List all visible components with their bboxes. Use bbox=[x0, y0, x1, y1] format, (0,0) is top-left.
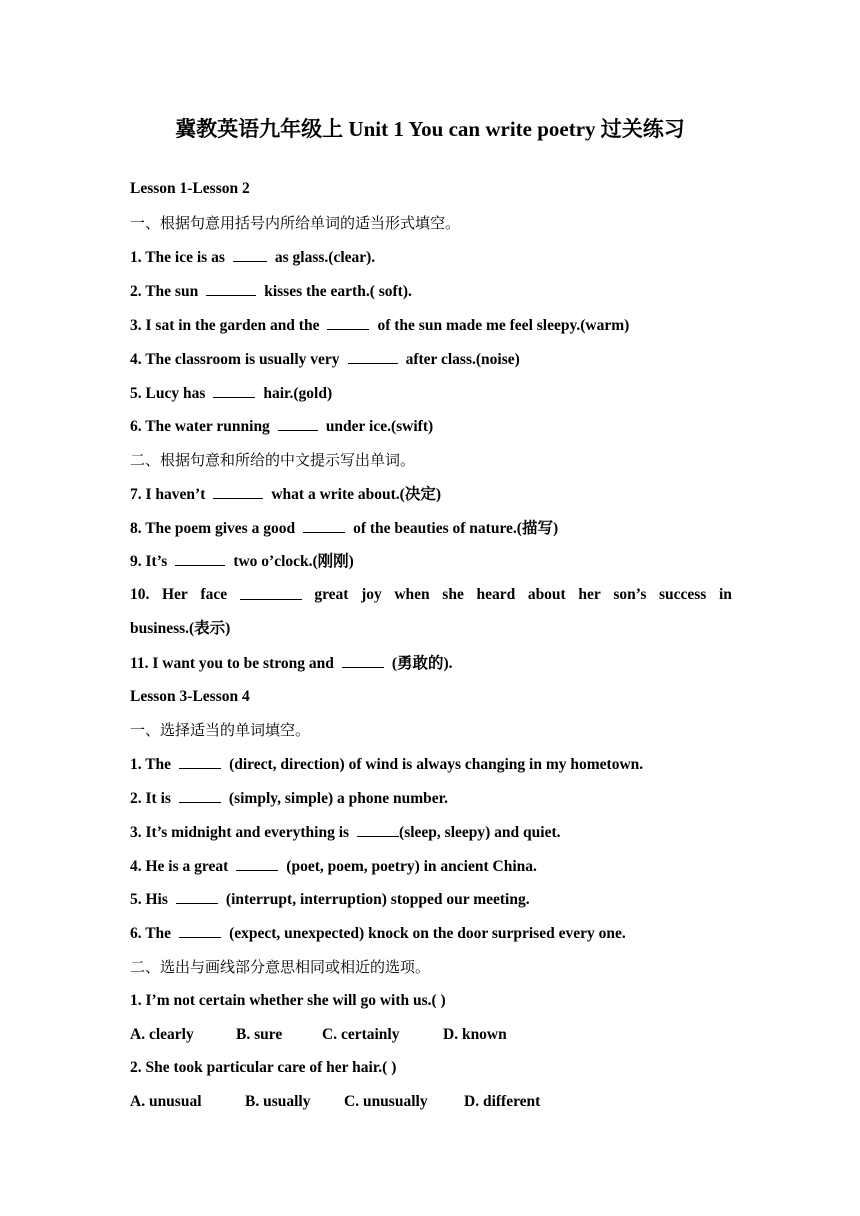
option-d[interactable]: D. known bbox=[443, 1026, 507, 1043]
option-a[interactable]: A. unusual bbox=[130, 1093, 202, 1110]
exercise-item bbox=[130, 281, 732, 302]
answer-blank[interactable] bbox=[179, 754, 221, 769]
choice-question: 2. She took particular care of her hair.( ) bbox=[130, 1059, 397, 1076]
answer-blank[interactable] bbox=[236, 856, 278, 871]
option-c[interactable]: C. certainly bbox=[322, 1026, 400, 1043]
choice-question: 1. I’m not certain whether she will go with us.( ) bbox=[130, 992, 446, 1009]
item-text: what a write about.(决定) bbox=[271, 486, 441, 503]
item-word: when bbox=[394, 586, 430, 603]
item-word: great bbox=[314, 586, 349, 603]
item-text: (simply, simple) a phone number. bbox=[228, 790, 448, 807]
item-text: 7. I haven’t bbox=[130, 486, 206, 503]
exercise-item bbox=[130, 518, 732, 539]
exercise-item bbox=[130, 349, 732, 370]
item-text: 9. It’s bbox=[130, 553, 168, 570]
item-word: Her bbox=[161, 586, 188, 603]
exercise-item-10-cont: business.(表示) bbox=[130, 620, 231, 637]
choice-options bbox=[130, 1092, 732, 1112]
section-instruction-1-1: 一、根据句意用括号内所给单词的适当形式填空。 bbox=[130, 214, 461, 232]
item-text: 11. I want you to be strong and bbox=[130, 655, 334, 672]
item-text: 4. He is a great bbox=[130, 858, 229, 875]
option-c[interactable]: C. unusually bbox=[344, 1093, 428, 1110]
exercise-item bbox=[130, 315, 732, 336]
item-text: hair.(gold) bbox=[263, 385, 333, 402]
item-text: 2. It is bbox=[130, 790, 171, 807]
section-instruction-2-1: 一、选择适当的单词填空。 bbox=[130, 721, 311, 739]
item-text: (poet, poem, poetry) in ancient China. bbox=[286, 858, 537, 875]
lesson-heading-2: Lesson 3-Lesson 4 bbox=[130, 688, 250, 705]
item-text: 8. The poem gives a good bbox=[130, 520, 296, 537]
option-a[interactable]: A. clearly bbox=[130, 1026, 194, 1043]
answer-blank[interactable] bbox=[348, 349, 398, 364]
item-text: (interrupt, interruption) stopped our meeting. bbox=[225, 891, 530, 908]
item-text: under ice.(swift) bbox=[325, 418, 434, 435]
answer-blank[interactable] bbox=[303, 518, 345, 533]
answer-blank[interactable] bbox=[327, 315, 369, 330]
item-text: 6. The water running bbox=[130, 418, 270, 435]
item-word: heard bbox=[476, 586, 516, 603]
item-text: 1. The ice is as bbox=[130, 249, 225, 266]
answer-blank[interactable] bbox=[278, 416, 318, 431]
option-d[interactable]: D. different bbox=[464, 1093, 541, 1110]
item-text: (sleep, sleepy) and quiet. bbox=[399, 824, 561, 841]
answer-blank[interactable] bbox=[179, 923, 221, 938]
item-text: (expect, unexpected) knock on the door surprised every one. bbox=[229, 925, 626, 942]
item-word: success bbox=[658, 586, 707, 603]
item-text: two o’clock.(刚刚) bbox=[233, 553, 354, 570]
item-word: joy bbox=[361, 586, 382, 603]
option-b[interactable]: B. sure bbox=[236, 1026, 283, 1043]
item-word: her bbox=[578, 586, 601, 603]
item-word: she bbox=[442, 586, 464, 603]
answer-blank[interactable] bbox=[176, 889, 218, 904]
exercise-item bbox=[130, 653, 732, 674]
item-text: 3. It’s midnight and everything is bbox=[130, 824, 350, 841]
page-title: 冀教英语九年级上 Unit 1 You can write poetry 过关练习 bbox=[175, 117, 685, 141]
exercise-item bbox=[130, 889, 732, 910]
exercise-item bbox=[130, 822, 732, 843]
item-text: of the beauties of nature.(描写) bbox=[353, 520, 559, 537]
exercise-item bbox=[130, 754, 732, 775]
exercise-item bbox=[130, 923, 732, 944]
item-text: 4. The classroom is usually very bbox=[130, 351, 340, 368]
exercise-item bbox=[130, 416, 732, 437]
exercise-item bbox=[130, 551, 732, 572]
item-text: kisses the earth.( soft). bbox=[264, 283, 412, 300]
item-text: of the sun made me feel sleepy.(warm) bbox=[377, 317, 630, 334]
answer-blank[interactable] bbox=[206, 281, 256, 296]
answer-blank[interactable] bbox=[240, 585, 302, 600]
answer-blank[interactable] bbox=[213, 484, 263, 499]
answer-blank[interactable] bbox=[357, 822, 399, 837]
exercise-item bbox=[130, 788, 732, 809]
item-text: 5. His bbox=[130, 891, 168, 908]
item-text: (direct, direction) of wind is always changing in my hometown. bbox=[229, 756, 644, 773]
answer-blank[interactable] bbox=[213, 383, 255, 398]
exercise-item bbox=[130, 484, 732, 505]
item-text: 6. The bbox=[130, 925, 172, 942]
item-text: (勇敢的). bbox=[391, 655, 453, 672]
item-word: 10. bbox=[130, 586, 150, 603]
item-text: 2. The sun bbox=[130, 283, 199, 300]
option-b[interactable]: B. usually bbox=[245, 1093, 311, 1110]
answer-blank[interactable] bbox=[342, 653, 384, 668]
exercise-item bbox=[130, 383, 732, 404]
item-word: son’s bbox=[613, 586, 647, 603]
item-text: 1. The bbox=[130, 756, 172, 773]
exercise-item bbox=[130, 247, 732, 268]
item-word: in bbox=[718, 586, 732, 603]
exercise-item-10 bbox=[130, 585, 732, 605]
choice-options bbox=[130, 1025, 732, 1045]
item-word: about bbox=[527, 586, 566, 603]
item-text: 5. Lucy has bbox=[130, 385, 206, 402]
item-text: after class.(noise) bbox=[405, 351, 520, 368]
lesson-heading-1: Lesson 1-Lesson 2 bbox=[130, 180, 250, 197]
exercise-item bbox=[130, 856, 732, 877]
section-instruction-2-2: 二、选出与画线部分意思相同或相近的选项。 bbox=[130, 958, 431, 976]
item-text: as glass.(clear). bbox=[274, 249, 376, 266]
item-text: 3. I sat in the garden and the bbox=[130, 317, 320, 334]
answer-blank[interactable] bbox=[175, 551, 225, 566]
section-instruction-1-2: 二、根据句意和所给的中文提示写出单词。 bbox=[130, 451, 416, 469]
answer-blank[interactable] bbox=[179, 788, 221, 803]
answer-blank[interactable] bbox=[233, 247, 267, 262]
item-word: face bbox=[200, 586, 228, 603]
